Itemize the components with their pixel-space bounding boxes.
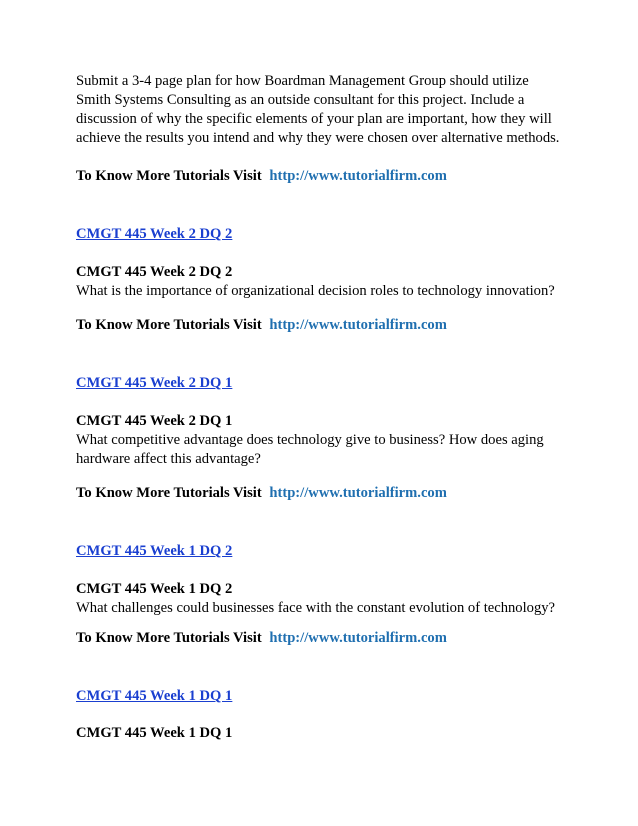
cta-url-link[interactable]: http://www.tutorialfirm.com bbox=[269, 485, 447, 501]
cta-line bbox=[76, 629, 576, 648]
section-week1-dq2 bbox=[76, 580, 576, 618]
intro-line: achieve the results you intend and why they were chosen over alternative methods. bbox=[76, 130, 560, 146]
cta-label: To Know More Tutorials Visit bbox=[76, 168, 262, 184]
cta-label: To Know More Tutorials Visit bbox=[76, 630, 262, 646]
cta-line bbox=[76, 484, 576, 503]
section-body-line: What challenges could businesses face with the constant evolution of technology? bbox=[76, 600, 556, 616]
section-link-week2-dq2[interactable]: CMGT 445 Week 2 DQ 2 bbox=[76, 226, 233, 242]
section-link-week1-dq1[interactable]: CMGT 445 Week 1 DQ 1 bbox=[76, 688, 233, 704]
section-body-line: What competitive advantage does technology give to business? How does aging bbox=[76, 432, 544, 448]
section-week1-dq1-link-row bbox=[76, 687, 576, 706]
intro-line: discussion of why the specific elements of your plan are important, how they will bbox=[76, 111, 552, 127]
section-title: CMGT 445 Week 1 DQ 2 bbox=[76, 581, 233, 597]
cta-line bbox=[76, 316, 576, 335]
intro-paragraph bbox=[76, 72, 576, 148]
section-week2-dq1 bbox=[76, 412, 576, 469]
section-title: CMGT 445 Week 1 DQ 1 bbox=[76, 725, 233, 741]
cta-url-link[interactable]: http://www.tutorialfirm.com bbox=[269, 630, 447, 646]
cta-label: To Know More Tutorials Visit bbox=[76, 317, 262, 333]
section-link-week2-dq1[interactable]: CMGT 445 Week 2 DQ 1 bbox=[76, 375, 233, 391]
section-link-week1-dq2[interactable]: CMGT 445 Week 1 DQ 2 bbox=[76, 543, 233, 559]
cta-line bbox=[76, 167, 576, 186]
intro-line: Submit a 3-4 page plan for how Boardman Management Group should utilize bbox=[76, 73, 529, 89]
cta-label: To Know More Tutorials Visit bbox=[76, 485, 262, 501]
section-title: CMGT 445 Week 2 DQ 2 bbox=[76, 264, 233, 280]
cta-url-link[interactable]: http://www.tutorialfirm.com bbox=[269, 168, 447, 184]
section-week1-dq1 bbox=[76, 724, 576, 743]
section-week2-dq2 bbox=[76, 263, 576, 301]
section-body-line: hardware affect this advantage? bbox=[76, 451, 261, 467]
cta-url-link[interactable]: http://www.tutorialfirm.com bbox=[269, 317, 447, 333]
section-week2-dq1-link-row bbox=[76, 374, 576, 393]
section-week1-dq2-link-row bbox=[76, 542, 576, 561]
section-title: CMGT 445 Week 2 DQ 1 bbox=[76, 413, 233, 429]
intro-line: Smith Systems Consulting as an outside consultant for this project. Include a bbox=[76, 92, 525, 108]
section-body-line: What is the importance of organizational decision roles to technology innovation? bbox=[76, 283, 555, 299]
section-week2-dq2-link-row bbox=[76, 225, 576, 244]
